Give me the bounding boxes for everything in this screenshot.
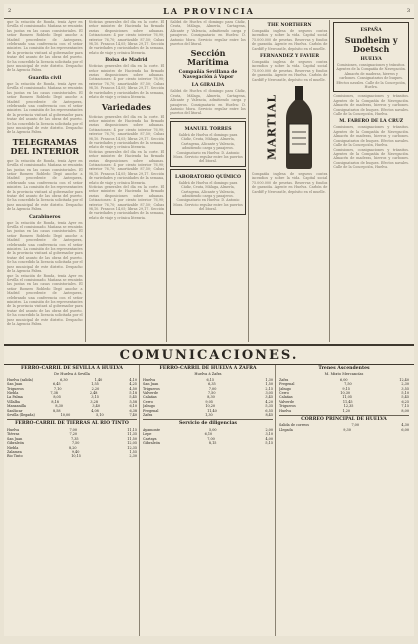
station-name: San Juan xyxy=(7,436,23,441)
timetable-subtitle: De Huelva á Sevilla xyxy=(54,372,90,377)
time-cell: 5,45 xyxy=(129,395,137,400)
bottle-icon xyxy=(282,84,316,170)
station-name: Huelva xyxy=(143,377,156,382)
station-name: San Juan xyxy=(143,382,159,387)
timetable-subtitle: Huelva á Zafra xyxy=(194,372,222,377)
time-cell: 8,05 xyxy=(53,395,61,400)
time-cell: 4,00 xyxy=(265,436,273,441)
station-name: Zafra xyxy=(143,413,153,418)
time-cell: 11,35 xyxy=(127,432,137,437)
time-cell: 5,10 xyxy=(96,413,104,418)
advertiser-name: LABORATORIO QUÍMICO xyxy=(175,174,241,180)
time-cell: 12,40 xyxy=(399,377,409,382)
time-cell: 1,50 xyxy=(265,382,273,387)
column-text: Compañía inglesa de seguros contra incendios y sobre la vida. Capital social 75.000.000 de pesetas. Reservas y fondos de garantía. Agente en Huelva. Carbón de Cardiff y Newcastle, depósito en el muelle. xyxy=(251,29,328,51)
time-cell: 4,25 xyxy=(129,382,137,387)
time-cell: 7,00 xyxy=(69,427,77,432)
column-text: Comisiones, consignaciones y tránsitos. Agentes de la Compañía de Navegación. Almacén de maderas, hierros y carbones. Consignatarios de buques. Efectos navales. Calle de la Concepción, Huelva. xyxy=(333,147,409,170)
ad-text: Saldrá de Huelva el domingo para Cádiz, Ceuta, Málaga, Almería, Cartagena, Alicante y Valencia, admitiendo carga y pasajeros. Consignatario en Huelva: D. Antonio Mora. Servicio regular entre los puertos del litoral. xyxy=(173,180,243,212)
time-cell: 6,38 xyxy=(129,408,137,413)
time-cell: 7,38 xyxy=(50,391,58,396)
advertisement-box xyxy=(333,22,409,92)
time-cell: 7,00 xyxy=(351,423,359,428)
column-2 xyxy=(89,20,168,342)
time-cell: 8,58 xyxy=(53,408,61,413)
time-cell: 11,05 xyxy=(342,395,352,400)
time-cell: 7,50 xyxy=(344,382,352,387)
section-heading-variedades: Variedades xyxy=(101,101,151,112)
time-cell: 10,30 xyxy=(340,391,351,396)
time-cell: 7,00 xyxy=(207,436,215,441)
time-cell: 2,48 xyxy=(89,391,98,396)
timetable-rows xyxy=(143,378,273,418)
section-heading-maritima: Sección Marítima xyxy=(187,48,229,68)
newspaper-page xyxy=(4,4,414,636)
comunicaciones-banner xyxy=(4,344,414,365)
ad-heading: ESPAÑA xyxy=(360,28,382,33)
timetable-column-3 xyxy=(279,365,411,636)
time-cell: 7,40 xyxy=(129,413,137,418)
company-name: Sundheim y Doetsch xyxy=(344,35,398,54)
section-heading-telegramas: TELEGRAMAS DEL INTERIOR xyxy=(10,136,80,156)
time-cell: 1,30 xyxy=(205,413,213,418)
timetable-rows xyxy=(7,378,137,418)
time-cell: 12,35 xyxy=(127,445,137,450)
time-cell: 8,20 xyxy=(69,445,77,450)
timetable-subtitle: M. Mixto Mercancías xyxy=(324,372,364,377)
section-heading: Bolsa de Madrid xyxy=(105,58,148,64)
station-name: Fregenal xyxy=(279,382,295,387)
time-cell: 6,55 xyxy=(265,408,273,413)
timetable-row xyxy=(7,454,137,458)
time-cell: 3,55 xyxy=(401,386,409,391)
time-cell: 1,55 xyxy=(129,449,137,454)
timetable-rows xyxy=(279,423,409,432)
time-cell: 5,18 xyxy=(129,391,137,396)
page-number-left: 2 xyxy=(8,8,12,14)
station-name: Villalba xyxy=(7,399,20,404)
column-text: Compañía inglesa de seguros contra incendios y sobre la vida. Capital social 75.000.000 de pesetas. Reservas y fondos de garantía. Agente en Huelva. Carbón de Cardiff y Newcastle, depósito en el muelle. xyxy=(251,60,328,82)
advertiser-name: M. FABERO DE LA CRUZ xyxy=(339,119,404,125)
time-cell: 9,40 xyxy=(71,449,80,454)
time-cell: 7,50 xyxy=(207,391,216,396)
station-name: Niebla xyxy=(7,391,19,396)
time-cell: 4,50 xyxy=(129,386,137,391)
column-3 xyxy=(170,20,249,342)
ship-name: LA GIRALDA xyxy=(191,83,225,89)
time-cell: 6,00 xyxy=(340,377,348,382)
column-text: Noticias generales del día en la corte. El señor ministro de Hacienda ha firmado varias disposiciones sobre aduanas. Cotizaciones: 4 por ciento interior 76,90; exterior 76,70; amortizable 87,50; Cubas 98,10. Francos 14,05; libras 29,17. Sección de variedades y curiosidades de la semana, relato de viaje y crónica literaria. xyxy=(88,64,165,100)
timetable-rows xyxy=(279,378,409,413)
station-name: Huelva (salida) xyxy=(7,377,34,382)
timetable-row xyxy=(143,413,273,417)
section-heading: Carabineros xyxy=(29,214,61,220)
time-cell: 8,30 xyxy=(55,404,63,409)
time-cell: 8,30 xyxy=(207,395,215,400)
column-text: Noticias generales del día en la corte. El señor ministro de Hacienda ha firmado varias disposiciones sobre aduanas. Cotizaciones: 4 por ciento interior 76,90; exterior 76,70; amortizable 87,50; Cubas 98,10. Francos 14,05; libras 29,17. Sección de variedades y curiosidades de la semana, relato de viaje y crónica literaria. xyxy=(88,114,165,150)
time-cell: 2,00 xyxy=(265,427,273,432)
time-cell: 5,15 xyxy=(265,441,273,446)
station-name: Cerro xyxy=(279,391,289,396)
timetable-section xyxy=(4,365,414,636)
column-text: Comisiones, consignaciones y tránsitos. Agentes de la Compañía de Navegación. Almacén de maderas, hierros y carbones. Consignatarios de buques. Efectos navales. Calle de la Concepción, Huelva. xyxy=(333,94,409,117)
time-cell: 12,35 xyxy=(343,404,354,409)
column-text: Comisiones, consignaciones y tránsitos. Agentes de la Compañía de Navegación. Almacén de maderas, hierros y carbones. Consignatarios de buques. Efectos navales. Calle de la Concepción, Huelva. xyxy=(333,125,409,148)
time-cell: 11,45 xyxy=(342,399,353,404)
station-name: Trigueros xyxy=(7,386,24,391)
station-name: Calañas xyxy=(279,395,293,400)
ad-text: Comisiones, consignaciones y tránsitos. Agentes de la Compañía de Navegación. Almacén de maderas, hierros y carbones. Consignatarios de buques. Efectos navales. Calle de la Concepción, Huelva. xyxy=(336,63,406,90)
ad-text: Saldrá de Huelva el domingo para Cádiz, Ceuta, Málaga, Almería, Cartagena, Alicante y Valencia, admitiendo carga y pasajeros. Consignatario en Huelva: D. Antonio Mora. Servicio regular entre los puertos del litoral. xyxy=(173,132,243,164)
time-cell: 1,30 xyxy=(265,377,273,382)
station-name: Niebla xyxy=(7,445,19,450)
advertisement-box xyxy=(170,121,246,167)
timetable-title: Trenes Ascendentes xyxy=(318,366,370,371)
time-cell: 3,40 xyxy=(92,404,100,409)
timetable-row xyxy=(279,409,409,413)
column-5 xyxy=(333,20,411,342)
timetable-rows xyxy=(7,428,137,459)
station-name: La Palma xyxy=(7,395,23,400)
time-cell: 8,18 xyxy=(51,399,59,404)
column-text: Saldrá de Huelva el domingo para Cádiz, Ceuta, Málaga, Almería, Cartagena, Alicante y Valencia, admitiendo carga y pasajeros. Consignatario en Huelva: D. Antonio Mora. Servicio regular entre los puertos del litoral. xyxy=(170,20,246,47)
time-cell: 7,50 xyxy=(71,441,80,446)
time-cell: 2,30 xyxy=(401,382,409,387)
station-name: Lepe xyxy=(143,432,152,437)
time-cell: 3,05 xyxy=(265,391,273,396)
time-cell: 5,45 xyxy=(401,395,409,400)
time-cell: 4,10 xyxy=(129,377,137,382)
column-1 xyxy=(7,20,86,342)
station-name: Calañas xyxy=(143,395,157,400)
time-cell: 6,10 xyxy=(204,432,213,437)
page-number-right: 3 xyxy=(406,8,410,14)
time-cell: 7,10 xyxy=(53,386,62,391)
time-cell: 8,00 xyxy=(401,408,409,413)
column-text: Compañía inglesa de seguros contra incendios y sobre la vida. Capital social 75.000.000 de pesetas. Reservas y fondos de garantía. Agente en Huelva. Carbón de Cardiff y Newcastle, depósito en el muelle. xyxy=(251,172,328,194)
advertisement-box xyxy=(170,169,246,215)
column-text: Saldrá de Huelva el domingo para Cádiz, Ceuta, Málaga, Almería, Cartagena, Alicante y Valencia, admitiendo carga y pasajeros. Consignatario en Huelva: D. Antonio Mora. Servicio regular entre los puertos del litoral. xyxy=(170,89,246,116)
newspaper-title: LA PROVINCIA xyxy=(163,6,255,16)
column-text: que la estación de Ronda, tenía Ayer en Sevilla el comisionado. Mañana se reunirán las juntas en las casas consistoriales. El señor Romero Robledo llegó anoche a Madrid procedente de Antequera, celebrando una conferencia con el señor ministro. La comisión de los representantes de la provincia visitará al gobernador para tratar del asunto de las obras del puerto. Se ha concedido la licencia solicitada por el juez municipal de este distrito. Despacho de la Agencia Fabra. xyxy=(7,273,83,326)
ad-location: HUELVA xyxy=(360,57,382,62)
station-name: Sevilla (llegada) xyxy=(7,413,35,418)
timetable-title: FERRO-CARRIL DE TIÉRRAS AL RIO TINTO xyxy=(15,421,129,427)
section-heading: Guardia civil xyxy=(28,75,62,81)
station-name: Fregenal xyxy=(143,408,159,413)
time-cell: 7,20 xyxy=(69,432,78,437)
station-name: Jabugo xyxy=(279,386,291,391)
timetable-row xyxy=(143,441,273,445)
company-heading: THE NORTHERN xyxy=(267,23,312,28)
time-cell: 5,10 xyxy=(401,391,409,396)
time-cell: 4,20 xyxy=(265,399,273,404)
time-cell: 6,30 xyxy=(60,377,68,382)
station-name: Ayamonte xyxy=(143,427,161,432)
time-cell: 3,15 xyxy=(91,395,99,400)
bottle-label: MARTIAL xyxy=(265,93,279,161)
station-name: Trigueros xyxy=(143,386,160,391)
timetable-title: FERRO-CARRIL DE HUELVA Á ZAFRA xyxy=(159,366,257,371)
station-name: Cerro xyxy=(143,399,153,404)
timetable-column-2 xyxy=(143,365,276,636)
station-name: Cartaya xyxy=(143,436,157,441)
time-cell: 7,15 xyxy=(401,404,409,409)
time-cell: 11,50 xyxy=(127,436,137,441)
time-cell: 6,45 xyxy=(53,382,61,387)
station-name: Huelva xyxy=(7,427,20,432)
timetable-column-1 xyxy=(7,365,140,636)
timetable-row xyxy=(279,428,409,432)
time-cell: 4,08 xyxy=(91,408,99,413)
station-name: Valverde xyxy=(143,391,158,396)
time-cell: 9,15 xyxy=(342,386,350,391)
timetable-row xyxy=(7,413,137,417)
station-name: Llegada xyxy=(279,427,293,432)
time-cell: 5,35 xyxy=(265,404,273,409)
time-cell: 7,35 xyxy=(71,436,79,441)
time-cell: 6,00 xyxy=(401,427,409,432)
station-name: Sanlúcar xyxy=(7,408,23,413)
time-cell: 6,35 xyxy=(208,382,216,387)
time-cell: 10,15 xyxy=(71,454,81,459)
column-text: que la estación de Ronda, tenía Ayer en Sevilla el comisionado. Mañana se reunirán las juntas en las casas consistoriales. El señor Romero Robledo llegó anoche a Madrid procedente de Antequera, celebrando una conferencia con el señor ministro. La comisión de los representantes de la provincia visitará al gobernador para tratar del asunto de las obras del puerto. Se ha concedido la licencia solicitada por el juez municipal de este distrito. Despacho de la Agencia Fabra. xyxy=(7,81,83,135)
time-cell: 9,30 xyxy=(343,427,351,432)
time-cell: 2,15 xyxy=(265,386,273,391)
time-cell: 7,00 xyxy=(208,386,217,391)
station-name: Huelva xyxy=(279,408,292,413)
column-text: que la estación de Ronda, tenía Ayer en Sevilla el comisionado. Mañana se reunirán las juntas en las casas consistoriales. El señor Romero Robledo llegó anoche a Madrid procedente de Antequera, celebrando una conferencia con el señor ministro. La comisión de los representantes de la provincia visitará al gobernador para tratar del asunto de las obras del puerto. Se ha concedido la licencia solicitada por el juez municipal de este distrito. Despacho de la Agencia Fabra. xyxy=(7,20,83,73)
time-cell: 10,20 xyxy=(205,404,216,409)
time-cell: 3,28 xyxy=(90,399,98,404)
column-text: Noticias generales del día en la corte. El señor ministro de Hacienda ha firmado varias disposiciones sobre aduanas. Cotizaciones: 4 por ciento interior 76,90; exterior 76,70; amortizable 87,50; Cubas 98,10. Francos 14,05; libras 29,17. Sección de variedades y curiosidades de la semana, relato de viaje y crónica literaria. xyxy=(88,185,165,220)
time-cell: 2,20 xyxy=(91,386,100,391)
company-heading: FERNANDEZ Y FAVIER xyxy=(260,54,320,60)
column-text: que la estación de Ronda, tenía Ayer en Sevilla el comisionado. Mañana se reunirán las juntas en las casas consistoriales. El señor Romero Robledo llegó anoche a Madrid procedente de Antequera, celebrando una conferencia con el señor ministro. La comisión de los representantes de la provincia visitará al gobernador para tratar del asunto de las obras del puerto. Se ha concedido la licencia solicitada por el juez municipal de este distrito. Despacho de la Agencia Fabra. xyxy=(7,220,83,274)
station-name: San Juan xyxy=(7,382,23,387)
station-name: Zalamea xyxy=(7,449,22,454)
time-cell: 10,00 xyxy=(60,413,71,418)
time-cell: 5,00 xyxy=(208,427,217,432)
upper-columns xyxy=(4,20,414,342)
time-cell: 2,30 xyxy=(129,454,137,459)
section-title: COMUNICACIONES. xyxy=(119,347,299,363)
time-cell: 6,15 xyxy=(206,377,215,382)
time-cell: 1,55 xyxy=(91,382,99,387)
time-cell: 12,05 xyxy=(127,441,137,446)
station-name: Trigueros xyxy=(279,404,296,409)
column-text: Noticias generales del día en la corte. El señor ministro de Hacienda ha firmado varias disposiciones sobre aduanas. Cotizaciones: 4 por ciento interior 76,90; exterior 76,70; amortizable 87,50; Cubas 98,10. Francos 14,05; libras 29,17. Sección de variedades y curiosidades de la semana, relato de viaje y crónica literaria. xyxy=(88,149,165,185)
divider xyxy=(170,118,246,119)
time-cell: 6,25 xyxy=(401,399,409,404)
station-name: Zafra xyxy=(279,377,289,382)
column-text: Noticias generales del día en la corte. El señor ministro de Hacienda ha firmado varias disposiciones sobre aduanas. Cotizaciones: 4 por ciento interior 76,90; exterior 76,70; amortizable 87,50; Cubas 98,10. Francos 14,05; libras 29,17. Sección de variedades y curiosidades de la semana, relato de viaje y crónica literaria. xyxy=(88,20,165,55)
time-cell: 11,40 xyxy=(207,408,217,413)
company-heading: Compañía Sevillana de Navegación á Vapor xyxy=(178,70,238,81)
time-cell: 11,15 xyxy=(127,427,137,432)
station-name: Gibraleón xyxy=(143,441,160,446)
time-cell: 4,30 xyxy=(401,423,409,428)
timetable-title: FERRO-CARRIL DE SEVILLA Á HUELVA xyxy=(20,366,123,371)
station-name: Valverde xyxy=(279,399,294,404)
station-name: Jabugo xyxy=(143,404,155,409)
divider xyxy=(279,415,409,416)
timetable-rows xyxy=(143,428,273,446)
time-cell: 8,45 xyxy=(265,413,273,418)
time-cell: 8,15 xyxy=(208,441,217,446)
advertiser-name: MANUEL TORRES xyxy=(184,126,232,132)
column-text: que la estación de Ronda, tenía Ayer en Sevilla el comisionado. Mañana se reunirán las juntas en las casas consistoriales. El señor Romero Robledo llegó anoche a Madrid procedente de Antequera, celebrando una conferencia con el señor ministro. La comisión de los representantes de la provincia visitará al gobernador para tratar del asunto de las obras del puerto. Se ha concedido la licencia solicitada por el juez municipal de este distrito. Despacho de la Agencia Fabra. xyxy=(7,158,83,212)
timetable-title: CORREO PRINCIPAL DE HUELVA xyxy=(301,417,387,423)
masthead xyxy=(4,4,414,19)
station-name: Salida de correos xyxy=(279,423,310,428)
time-cell: 1,20 xyxy=(342,408,351,413)
time-cell: 1,40 xyxy=(94,377,103,382)
column-4 xyxy=(252,20,331,342)
station-name: Gibraleón xyxy=(7,441,24,446)
station-name: Rio Tinto xyxy=(7,454,23,459)
time-cell: 3,45 xyxy=(265,395,273,400)
station-name: Tiérras xyxy=(7,432,20,437)
time-cell: 5,58 xyxy=(129,399,137,404)
time-cell: 6,10 xyxy=(129,404,137,409)
station-name: Manzanilla xyxy=(7,404,26,409)
time-cell: 9,05 xyxy=(205,399,213,404)
time-cell: 3,10 xyxy=(265,432,273,437)
bottle-advertisement xyxy=(263,84,316,170)
timetable-title: Servicio de diligencias xyxy=(178,421,238,427)
